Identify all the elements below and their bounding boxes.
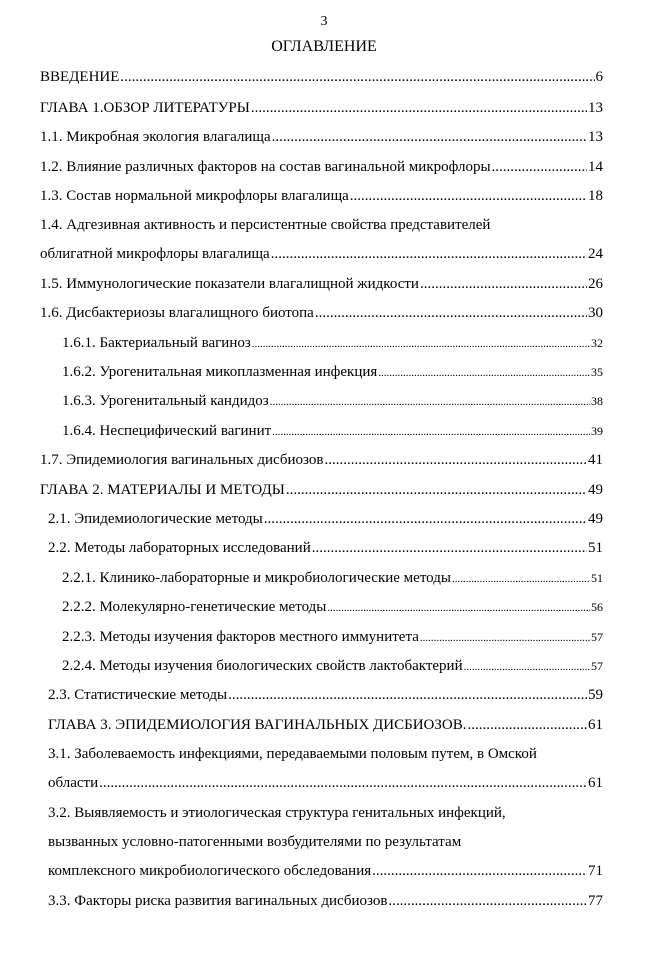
toc-leader-dots [271,245,587,263]
toc-entry-title: 1.6.2. Урогенитальная микоплазменная инфекция [62,364,378,380]
toc-leader-dots [272,128,587,146]
toc-leader-dots [312,539,587,557]
toc-title: ОГЛАВЛЕНИЕ [271,38,377,55]
toc-entry-title: 3.2. Выявляемость и этиологическая структура генитальных инфекций, [48,805,506,821]
toc-entry [48,833,603,851]
toc-entry [62,657,603,676]
toc-entry [48,892,603,910]
toc-entry-page: 71 [588,863,603,879]
toc-entry [40,187,603,205]
toc-entry [40,68,603,86]
toc-entry-page: 14 [588,159,603,175]
toc-entry-title: 1.5. Иммунологические показатели влагалищной жидкости [40,276,419,292]
toc-entry [62,363,603,382]
toc-leader-dots [350,187,587,205]
toc-leader-dots [99,774,587,792]
toc-entry-page: 57 [591,630,603,644]
toc-leader-dots [120,68,594,86]
toc-entry [40,99,603,117]
toc-entry [62,422,603,441]
page-number: 3 [320,14,328,29]
toc-entry-title: 1.6. Дисбактериозы влагалищного биотопа [40,305,314,321]
toc-entry-title: 1.1. Микробная экология влагалища [40,129,271,145]
toc-leader-dots [286,481,587,499]
toc-leader-dots [420,629,590,647]
toc-entry-title: ВВЕДЕНИЕ [40,69,120,85]
toc-entry-page: 41 [588,452,603,468]
toc-entry-title: 3.1. Заболеваемость инфекциями, передаваемыми половым путем, в Омской [48,746,537,762]
toc-leader-dots [420,275,587,293]
toc-entry-page: 32 [591,336,603,350]
toc-entry-page: 13 [588,100,603,116]
toc-entry-page: 51 [591,571,603,585]
toc-entry-title: 1.2. Влияние различных факторов на состав вагинальной микрофлоры [40,159,491,175]
toc-entry-title: 2.3. Статистические методы [48,687,228,703]
toc-entry-title: ГЛАВА 1.ОБЗОР ЛИТЕРАТУРЫ [40,100,250,116]
toc-entry [48,745,603,763]
toc-entry-title: 2.2. Методы лабораторных исследований [48,540,311,556]
toc-entry-title: области [48,775,99,791]
toc-leader-dots [251,99,587,117]
toc-leader-dots [324,451,587,469]
toc-entry [40,481,603,499]
toc-entry [62,569,603,588]
toc-entry-page: 61 [588,717,603,733]
toc-leader-dots [464,658,590,676]
toc-entry-page: 13 [588,129,603,145]
toc-entry-page: 61 [588,775,603,791]
toc-entry-title: ГЛАВА 2. МАТЕРИАЛЫ И МЕТОДЫ [40,482,285,498]
toc-leader-dots [467,716,587,734]
toc-leader-dots [252,335,590,353]
toc-leader-dots [452,570,590,588]
toc-entry-title: 2.2.4. Методы изучения биологических свойств лактобактерий [62,658,463,674]
toc-entry-title: 1.4. Адгезивная активность и персистентные свойства представителей [40,217,491,233]
toc-entry [48,862,603,880]
toc-entry-page: 39 [591,424,603,438]
toc-entry [62,628,603,647]
toc-entry-title: 1.6.4. Неспецифический вагинит [62,423,272,439]
toc-entry-page: 56 [591,600,603,614]
toc-leader-dots [315,304,587,322]
toc-entry-title: 1.6.3. Урогенитальный кандидоз [62,393,269,409]
toc-entry-page: 26 [588,276,603,292]
toc-entry-title: 3.3. Факторы риска развития вагинальных дисбиозов [48,893,388,909]
toc-entry [40,451,603,469]
toc-entry-title: 2.2.1. Клинико-лабораторные и микробиологические методы [62,570,451,586]
toc-entry-title: вызванных условно-патогенными возбудителями по результатам [48,834,462,850]
toc-entry-title: ГЛАВА 3. ЭПИДЕМИОЛОГИЯ ВАГИНАЛЬНЫХ ДИСБИОЗОВ. [48,717,467,733]
toc-entry [48,774,603,792]
toc-entry [40,304,603,322]
toc-entry [48,510,603,528]
toc-entry [40,216,603,234]
toc-entry-page: 6 [595,69,603,85]
toc-entry-page: 30 [588,305,603,321]
toc-entry-page: 49 [588,511,603,527]
toc-leader-dots [372,862,587,880]
toc-entry [62,598,603,617]
toc-entry [48,686,603,704]
toc-entry-title: облигатной микрофлоры влагалища [40,246,270,262]
toc-entry-title: 2.1. Эпидемиологические методы [48,511,263,527]
toc-entry-page: 59 [588,687,603,703]
toc-entry-page: 77 [588,893,603,909]
toc-leader-dots [378,364,590,382]
toc-entry-page: 49 [588,482,603,498]
toc-entry [48,804,603,822]
toc-entry-page: 35 [591,365,603,379]
toc-leader-dots [492,158,587,176]
toc-entry [62,392,603,411]
toc-leader-dots [228,686,587,704]
toc-entry-page: 38 [591,394,603,408]
toc-entry-title: 1.6.1. Бактериальный вагиноз [62,335,251,351]
toc-entry-title: комплексного микробиологического обследования [48,863,372,879]
toc-leader-dots [327,599,590,617]
toc-entry-page: 24 [588,246,603,262]
toc-entry-title: 1.7. Эпидемиология вагинальных дисбиозов [40,452,324,468]
toc-entry [48,716,603,734]
toc-entry-title: 2.2.2. Молекулярно-генетические методы [62,599,327,615]
toc-entry [40,245,603,263]
toc-entry-page: 18 [588,188,603,204]
toc-entry [62,334,603,353]
toc-leader-dots [388,892,587,910]
toc-entry-page: 51 [588,540,603,556]
toc-entry-page: 57 [591,659,603,673]
toc-entry [40,275,603,293]
toc-leader-dots [264,510,587,528]
toc-leader-dots [270,393,590,411]
toc-entry [40,158,603,176]
toc-entry [48,539,603,557]
toc-entry-title: 1.3. Состав нормальной микрофлоры влагалища [40,188,349,204]
toc-entry [40,128,603,146]
toc-leader-dots [272,423,590,441]
toc-entry-title: 2.2.3. Методы изучения факторов местного иммунитета [62,629,419,645]
